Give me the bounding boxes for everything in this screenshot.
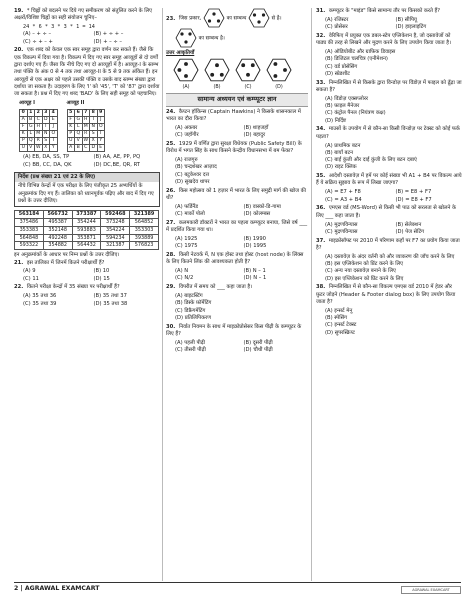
roll-number-cell: 321387 xyxy=(101,242,130,250)
matrix-2-cell: A xyxy=(67,145,75,152)
matrix-2-cell: R xyxy=(82,131,90,138)
option-c: (C) इन्सर्ट टेक्स्ट xyxy=(325,322,357,329)
option-b: (B) वास्को-डि-गामा xyxy=(243,203,281,210)
option-d: (D) सुपरस्क्रिप्ट xyxy=(325,329,355,336)
question-32 xyxy=(316,33,462,48)
footer-brand: 2 | AGRAWAL EXAMCART xyxy=(14,585,100,592)
matrix-2-cell: 8 xyxy=(90,110,98,117)
directions-text: नीचे विभिन्न केन्द्रों में एक परीक्षा के लिए पंजीकृत 25 अभ्यर्थियों के अनुक्रमांक दिए गए हैं। तालिका को ध्यानपूर्वक पढ़िए और बाद में दिए गए प्रश्नों के उत्तर दीजिए। xyxy=(18,183,154,204)
option-d: (D) चौथी पीढ़ी xyxy=(243,347,273,353)
option-c: (C) बटुकेश्वर दत्त xyxy=(175,171,210,178)
options xyxy=(316,189,462,204)
matrix-2-table xyxy=(67,109,106,152)
matrix-1-row xyxy=(20,110,58,117)
roll-number-cell: 354244 xyxy=(72,219,101,227)
question-text: एक शब्द को केवल एक स्वर समूह द्वारा वर्णन कर सकते हैं। जैसे कि एक विकल्प में दिया गया है। विकल्प में दिए गए स्वर समूह आव्यूहों से दो वर्णों द्वारा दर्शाए गए हैं। जैसा कि नीचे दिए गए दो आव्यूहों में है। आव्यूह-I के स्तम्भ तथा पंक्ति के अंक 0 से 4 तक तथा आव्यूह-II के 5 से 9 तक अंकित हैं। इन आव्यूहों से एक अक्षर को पहले उसकी पंक्ति व उसके बाद स्तम्भ संख्या द्वारा दर्शाया जा सकता है। उदाहरण के लिए 'I' को '45', 'T' को '87' द्वारा दर्शाया जा सकता है। प्रश्न में दिए गए शब्द 'BAD' के लिए सही समूह को पहचानिए। xyxy=(14,47,160,98)
option-c: (C) मुद्रणविन्यास xyxy=(325,228,358,235)
option-a: (A) रजिस्टर xyxy=(325,16,349,23)
question-text: माइक्रोसॉफ्ट पर 2010 में परिणाम कहाँ पर F7 का प्रयोग किया जाता है? xyxy=(316,237,460,251)
option-b: (B) इस एप्लिकेशन को प्रिंट करने के लिए xyxy=(325,261,403,267)
option-c: (C) वर्ड प्रोसेसिंग xyxy=(325,63,358,70)
question-number: 36. xyxy=(316,205,326,212)
option-a: (A) = E7 + F8 xyxy=(325,189,361,196)
option-b: (B) डिस्के फ़ॉर्मेटिंग xyxy=(175,300,212,307)
options xyxy=(316,49,462,78)
hexagon-icon xyxy=(203,58,231,82)
option-a: (A) ऑडियोबीट और ग्राफ़िक डिवाइस xyxy=(325,49,396,56)
hexagon-figure-2 xyxy=(248,8,270,28)
hexagon-icon xyxy=(234,58,262,82)
matrix-2-label: आव्यूह II xyxy=(66,100,85,107)
question-number: 34. xyxy=(316,126,326,133)
matrix-1-row xyxy=(20,131,58,138)
option-d: (D) N – 1 xyxy=(243,275,267,282)
question-number: 27. xyxy=(166,219,176,226)
matrix-1-cell: 0 xyxy=(20,110,28,117)
option-d: (D) + – ÷ – xyxy=(93,38,123,45)
option-d: (D) DC,BE, QR, RT xyxy=(93,161,140,168)
matrix-1-cell: D xyxy=(43,117,48,123)
option-d: (D) हाइलाइटिंग xyxy=(395,24,427,31)
option-c: (C) ÷ + – + xyxy=(23,38,53,45)
matrix-1-cell: U xyxy=(20,145,28,152)
question-number: 23. xyxy=(166,15,176,22)
question-text-post: से है। xyxy=(271,15,282,22)
matrix-1-cell: W xyxy=(35,145,41,151)
column-2 xyxy=(166,8,308,356)
question-number: 20. xyxy=(14,47,24,54)
options xyxy=(316,222,462,237)
option-c: (C) तीसरी पीढ़ी xyxy=(175,347,206,353)
option-a: (A) 9 xyxy=(23,268,36,275)
column-divider xyxy=(311,8,312,581)
option-d: (D) = E8 + F7 xyxy=(395,196,432,203)
roll-number-cell: 566732 xyxy=(43,211,72,219)
option-c: (C) जहाँगीर xyxy=(175,132,199,139)
matrix-2-cell: L xyxy=(75,124,83,131)
option-b: (B) सेलेक्शन xyxy=(395,221,422,228)
matrix-1 xyxy=(14,100,58,154)
matrix-2-row xyxy=(67,117,105,124)
question-text-tail: का सम्बन्ध है। xyxy=(198,35,225,42)
matrix-2-cell: C xyxy=(82,145,90,152)
options xyxy=(316,308,462,337)
option-c: (C) अन्य नया दस्तावेज़ बनाने के लिए xyxy=(325,268,396,275)
matrix-2-cell: M xyxy=(83,124,88,130)
matrix-1-cell: O xyxy=(51,131,56,137)
option-d: (D) 35 तथा 38 xyxy=(93,300,128,307)
question-text: निम्नलिखित में से कौन-सा विकल्प एमएस वर्ड 2010 में हेडर और फ़ुटर जोड़ने (Header & Footer dialog box) के लिए उपयोग किया जाता है? xyxy=(316,284,456,305)
question-number: 19. xyxy=(14,8,24,14)
table-note: इन अनुक्रमांकों के आधार पर निम्न प्रश्नों के उत्तर दीजिए। xyxy=(14,252,120,259)
question-text: कितने परीक्षा केन्द्रों में 35 संख्या पर परीक्षार्थी हैं? xyxy=(26,284,120,291)
option-d: (D) 15 xyxy=(93,275,110,282)
options xyxy=(316,143,462,172)
question-text: वेरिफिए में प्रयुक्त एक डबल-स्टेप एप्लिकेशन है, जो दस्तावेजों को पाठ्य की तरह से लिखने और मुद्रण करने के लिए उपयोग किया जाता है। xyxy=(316,32,451,47)
options xyxy=(14,268,160,283)
question-38 xyxy=(316,284,462,306)
roll-number-row xyxy=(15,211,159,219)
option-a: (A) बाइटस्टिंग xyxy=(175,292,203,299)
matrix-1-cell: L xyxy=(27,131,35,138)
roll-number-cell: 564432 xyxy=(72,242,101,250)
option-d: (D) 1995 xyxy=(243,243,267,250)
question-21 xyxy=(14,260,160,267)
option-c: (C) BB, CC, DA, QK xyxy=(23,161,72,168)
question-number: 24. xyxy=(166,108,176,115)
option-a: (A) अकबर xyxy=(175,124,198,131)
matrices xyxy=(14,100,160,154)
option-d: (D) सुखदेव थापर xyxy=(175,178,210,185)
question-number: 32. xyxy=(316,32,326,39)
roll-number-row xyxy=(15,226,159,234)
matrix-1-cell: P xyxy=(20,138,28,145)
question-number: 26. xyxy=(166,187,176,194)
matrix-2-cell: V xyxy=(75,138,83,145)
options xyxy=(166,125,308,140)
option-a: (A) राजगुरु xyxy=(175,156,198,163)
option-b: (B) स्पेसिंग xyxy=(325,315,347,322)
question-text: एमएस वर्ड (MS-Word) से किसी भी पाठ को सरलता से खोलने के लिए ___ कहा जाता है। xyxy=(316,205,457,219)
matrix-2-cell: E xyxy=(97,145,105,152)
question-number: 30. xyxy=(166,323,176,330)
matrix-1-cell: A xyxy=(20,117,28,124)
matrix-2-cell: S xyxy=(90,131,98,138)
matrix-2-cell: F xyxy=(67,117,75,124)
roll-number-table xyxy=(14,210,159,250)
question-25 xyxy=(166,141,308,156)
matrix-2 xyxy=(62,100,106,154)
question-text: किस महोत्सव को 1 हज़ार में भारत के लिए समुद्री मार्ग की खोज की थी? xyxy=(166,187,306,201)
question-33 xyxy=(316,80,462,95)
matrix-2-row xyxy=(67,124,105,131)
option-d: (D) राइट क्लिक xyxy=(325,164,357,171)
column-divider xyxy=(162,8,163,581)
matrix-1-table xyxy=(19,109,58,152)
question-20 xyxy=(14,47,160,98)
column-1 xyxy=(14,8,160,309)
roll-number-cell: 592468 xyxy=(101,211,130,219)
matrix-2-cell: H xyxy=(82,117,90,124)
question-number: 28. xyxy=(166,251,176,258)
question-text-mid: का सम्बन्ध xyxy=(226,15,247,22)
matrix-1-cell: M xyxy=(36,131,41,137)
options xyxy=(316,96,462,125)
question-27 xyxy=(166,220,308,235)
option-d: (D) इस एप्लिकेशन को प्रिंट करने के लिए xyxy=(325,275,404,282)
hexagon-icon xyxy=(265,58,293,82)
option-c: (C) 1975 xyxy=(175,243,198,250)
roll-number-cell: 564852 xyxy=(130,219,159,227)
answer-figure-label: (C) xyxy=(244,85,252,91)
roll-number-cell: 593322 xyxy=(15,242,44,250)
matrix-1-cell: F xyxy=(20,124,28,131)
option-a: (A) दस्तावेज़ के अंदर वर्तनी को और व्याकरण की जाँच करने के लिए xyxy=(325,253,455,260)
matrix-1-cell: V xyxy=(27,145,35,152)
roll-number-cell: 373387 xyxy=(72,211,101,219)
matrix-2-cell: D xyxy=(91,145,96,151)
answer-figure-b xyxy=(203,58,231,91)
roll-number-cell: 354224 xyxy=(101,226,130,234)
option-a: (A) विंडोज़ एक्सप्लोरर xyxy=(325,95,369,102)
roll-number-cell: 593883 xyxy=(72,226,101,234)
question-text: विपरीत में समय को ___ कहा जाता है। xyxy=(178,284,253,291)
matrix-2-cell: X xyxy=(90,138,98,145)
roll-number-cell: 354882 xyxy=(43,242,72,250)
roll-number-cell: 321389 xyxy=(130,211,159,219)
option-c: (C) प्रोसेसर xyxy=(325,24,348,31)
option-b: (B) दूसरी पीढ़ी xyxy=(243,339,273,346)
matrix-2-cell: 9 xyxy=(97,110,105,117)
roll-number-cell: 373248 xyxy=(101,219,130,227)
options xyxy=(166,268,308,283)
option-c: (C) बाईं कुंजी और दाईं कुंजी के लिए बटन दबाएं xyxy=(325,157,417,164)
options xyxy=(166,236,308,251)
matrix-1-cell: I xyxy=(42,124,50,131)
matrix-1-cell: J xyxy=(50,124,58,131)
option-b: (B) 1990 xyxy=(243,235,266,242)
roll-number-row xyxy=(15,242,159,250)
matrix-1-cell: Q xyxy=(28,138,33,144)
roll-number-cell: 495387 xyxy=(43,219,72,227)
matrix-2-cell: Q xyxy=(76,131,81,137)
matrix-1-cell: N xyxy=(42,131,50,138)
roll-number-cell: 564848 xyxy=(15,234,44,242)
matrix-2-row xyxy=(67,145,105,152)
question-number: 35. xyxy=(316,173,326,180)
question-text: * चिह्नों को बदलने पर दिये गए समीकरण को संतुलित करने के लिए अक्षरों/विशिष्ट चिह्नों का सही संयोजन चुनिए– xyxy=(14,8,152,22)
option-d: (D) स्प्रेडशीट xyxy=(325,70,350,77)
hexagon-figure-3 xyxy=(175,28,197,48)
question-text: आदेशी दस्तावेज़ में हमें पर कोई संख्या भी A1 + B4 पर विकल्प आये हैं ये सक्रिय सुझाव के रूप में लिखा जाएगा? xyxy=(316,173,462,187)
options xyxy=(166,204,308,219)
question-31 xyxy=(316,8,462,15)
matrix-1-row xyxy=(20,124,58,131)
question-22 xyxy=(14,284,160,291)
roll-number-cell: 353303 xyxy=(130,226,159,234)
question-text: इस तालिका में जिनमें कितने परीक्षार्थी हैं? xyxy=(26,259,105,266)
directions-box xyxy=(14,172,160,207)
matrix-2-cell: G xyxy=(76,117,81,123)
matrix-2-cell: T xyxy=(97,131,105,138)
option-a: (A) – + ÷ – xyxy=(23,31,52,38)
directions-title: निर्देश (प्रश्न संख्या 21 एवं 22 के लिए) xyxy=(15,173,159,182)
option-b: (B) सीपियू xyxy=(395,16,417,23)
option-c: (C) डिफ्रैगमेंटिंग xyxy=(175,307,206,314)
matrix-2-row xyxy=(67,110,105,117)
options xyxy=(166,157,308,186)
roll-number-cell: 393889 xyxy=(130,234,159,242)
options xyxy=(14,31,160,46)
question-34 xyxy=(316,126,462,141)
matrix-1-cell: X xyxy=(42,145,50,152)
answer-figure-label: (B) xyxy=(213,85,221,91)
option-b: (B) 10 xyxy=(93,268,110,275)
question-text: निम्नलिखित में से किसके द्वारा विन्डोज़ पर विंडोज़ में फाइल को ढूँढ़ा जा सकता है? xyxy=(316,79,462,93)
question-28 xyxy=(166,252,308,267)
option-c: (C) N/2 xyxy=(175,275,194,282)
option-c: (C) 35 तथा 39 xyxy=(23,300,57,307)
option-b: (B) शाहजहाँ xyxy=(243,124,269,131)
roll-number-row xyxy=(15,234,159,242)
option-d: (D) बहादुर xyxy=(243,132,266,139)
matrix-2-row xyxy=(67,138,105,145)
options xyxy=(14,293,160,308)
roll-number-cell: 375486 xyxy=(15,219,44,227)
matrix-2-cell: 7 xyxy=(82,110,90,117)
option-b: (B) N – 1 xyxy=(243,268,266,275)
question-text: कलमकारी डॉक्टरों ने भारत का पहला कम्प्यूटर बनाया, जिसे वर्ष ___ में प्रदर्शित किया गया था। xyxy=(166,219,308,233)
matrix-1-cell: K xyxy=(20,131,28,138)
matrix-2-cell: 6 xyxy=(75,110,83,117)
option-a: (A) 35 तथा 36 xyxy=(23,293,57,300)
question-text: निर्वात नियमन के साथ में माइक्रोप्रोसेसर किस पीढ़ी के कम्प्यूटर के लिए हैं? xyxy=(166,323,302,337)
question-number: 38. xyxy=(316,284,326,291)
options xyxy=(14,154,160,169)
expression: 24 * 6 * 3 * 3 * 1 = 14 xyxy=(23,24,95,31)
option-d: (D) कोलम्बस xyxy=(243,211,271,218)
question-number: 25. xyxy=(166,140,176,147)
matrix-1-cell: 4 xyxy=(50,110,58,117)
option-b: (B) = E8 + F7 xyxy=(395,189,432,196)
matrix-2-cell: J xyxy=(97,117,105,124)
answer-figure-label: (D) xyxy=(275,85,283,91)
question-text-pre: जिस प्रकार, xyxy=(178,15,202,22)
hexagon-icon xyxy=(172,58,200,82)
question-37 xyxy=(316,238,462,253)
option-a: (A) इन्सर्ट मेनू xyxy=(325,307,353,314)
question-number: 29. xyxy=(166,284,176,291)
roll-number-cell: 353871 xyxy=(72,234,101,242)
matrix-2-cell: I xyxy=(90,117,98,124)
answer-figures-title: उत्तर आकृतियाँ xyxy=(166,50,195,56)
question-number: 21. xyxy=(14,259,24,266)
matrix-1-row xyxy=(20,138,58,145)
roll-number-cell: 576823 xyxy=(130,242,159,250)
option-a: (A) पहली पीढ़ी xyxy=(175,339,206,346)
option-c: (C) = A3 + B4 xyxy=(325,196,362,203)
matrix-2-cell: K xyxy=(67,124,75,131)
question-35 xyxy=(316,173,462,188)
question-number: 22. xyxy=(14,284,24,291)
matrix-1-cell: R xyxy=(35,138,43,145)
matrix-1-cell: E xyxy=(50,117,58,124)
matrix-2-cell: P xyxy=(67,131,75,138)
option-a: (A) प्राथमिक बटन xyxy=(325,142,361,149)
page-footer xyxy=(14,582,461,595)
question-36 xyxy=(316,205,462,220)
option-a: (A) 1925 xyxy=(175,235,198,242)
option-b: (B) डिजिटल चलचित्र (एनीमेशन) xyxy=(325,56,388,63)
matrix-1-cell: H xyxy=(35,124,43,131)
option-c: (C) 11 xyxy=(23,275,39,282)
option-b: (B) बायाँ बटन xyxy=(325,149,354,156)
question-number: 37. xyxy=(316,237,326,244)
matrix-2-cell: O xyxy=(98,124,103,130)
question-30 xyxy=(166,324,308,339)
matrix-2-cell: W xyxy=(83,138,89,144)
option-d: (D) प्रतिलिपिकरण xyxy=(175,314,211,321)
question-24 xyxy=(166,109,308,124)
roll-number-row xyxy=(15,219,159,227)
option-c: (C) कंट्रोल पैनल (नियंत्रण कक्ष) xyxy=(325,110,386,117)
answer-figure-label: (A) xyxy=(182,85,190,91)
roll-number-cell: 563184 xyxy=(15,211,44,219)
options xyxy=(166,293,308,322)
matrix-1-cell: S xyxy=(42,138,50,145)
option-a: (A) मुद्रणविन्यास xyxy=(325,221,358,228)
option-d: (D) पेज सेटिंग xyxy=(395,228,425,235)
option-d: (D) निर्दिष्ट xyxy=(325,117,347,124)
matrix-1-cell: 3 xyxy=(42,110,50,117)
question-text: 1929 में वर्णित द्वारा सुरक्षा विधेयक (Public Safety Bill) के विरोध में भगत सिंह के साथ किसने केन्द्रीय विधानसभा में बम फेंका? xyxy=(166,140,302,155)
question-text: माउसों के उपयोग में से कौन-सा किसी विन्डोज़ पर टेक्स्ट को कोई फर्क पड़ता? xyxy=(316,126,460,140)
matrix-2-cell: Y xyxy=(97,138,105,145)
answer-figures xyxy=(166,58,308,91)
options xyxy=(166,340,308,355)
section-heading: सामान्य अध्ययन एवं कम्प्यूटर ज्ञान xyxy=(166,93,308,106)
matrix-2-cell: N xyxy=(90,124,98,131)
option-b: (B) 35 तथा 37 xyxy=(93,293,127,300)
matrix-1-cell: B xyxy=(27,117,35,124)
option-a: (A) फर्डिनैंड xyxy=(175,203,199,210)
option-c: (C) मार्को पोलो xyxy=(175,211,205,218)
question-text: किसी नेटवर्क में, N एक होस्ट तथा होस्ट (host node) के लिंक्स के लिए कितने लिंक की आवश्यकता होती है? xyxy=(166,251,304,266)
question-number: 31. xyxy=(316,8,326,14)
question-19 xyxy=(14,8,160,23)
matrix-1-row xyxy=(20,117,58,124)
answer-figure-a xyxy=(172,58,200,91)
matrix-1-cell: G xyxy=(28,124,33,130)
option-b: (B) AA, AE, PP, PQ xyxy=(93,154,141,161)
option-b: (B) फ़ाइल मैनेजर xyxy=(325,103,360,110)
matrix-2-row xyxy=(67,131,105,138)
answer-figure-d xyxy=(265,58,293,91)
matrix-1-cell: Y xyxy=(50,145,58,152)
footer-logo: AGRAWAL EXAMCART xyxy=(401,586,461,594)
matrix-1-label: आव्यूह I xyxy=(19,100,35,107)
roll-number-cell: 594234 xyxy=(101,234,130,242)
question-text: कैप्टन हॉकिन्स (Captain Hawkins) ने किसके शासनकाल में भारत का दौरा किया? xyxy=(166,108,301,122)
question-29 xyxy=(166,284,308,291)
column-3 xyxy=(316,8,462,338)
question-number: 33. xyxy=(316,79,326,86)
matrix-2-cell: 5 xyxy=(67,110,75,117)
question-23 xyxy=(166,8,308,48)
question-text: कम्प्यूटर के "माइंड" किसे सामान्य तौर पर किसको करते हैं? xyxy=(328,8,441,14)
options xyxy=(316,254,462,283)
roll-number-cell: 353383 xyxy=(15,226,44,234)
matrix-1-cell: T xyxy=(50,138,58,145)
option-b: (B) + ÷ + – xyxy=(93,31,124,38)
matrix-1-cell: 2 xyxy=(35,110,43,117)
option-a: (A) N xyxy=(175,268,189,275)
question-26 xyxy=(166,188,308,203)
option-b: (B) चन्द्रशेखर आज़ाद xyxy=(175,164,217,171)
roll-number-cell: 352148 xyxy=(43,226,72,234)
answer-figure-c xyxy=(234,58,262,91)
roll-number-cell: 492248 xyxy=(43,234,72,242)
matrix-2-cell: B xyxy=(75,145,83,152)
hexagon-figure-1 xyxy=(203,8,225,28)
options xyxy=(316,17,462,32)
matrix-1-row xyxy=(20,145,58,152)
matrix-2-cell: U xyxy=(67,138,75,145)
matrix-1-cell: C xyxy=(35,117,43,124)
matrix-1-cell: 1 xyxy=(27,110,35,117)
option-a: (A) EB, DA, SS, TP xyxy=(23,154,70,161)
